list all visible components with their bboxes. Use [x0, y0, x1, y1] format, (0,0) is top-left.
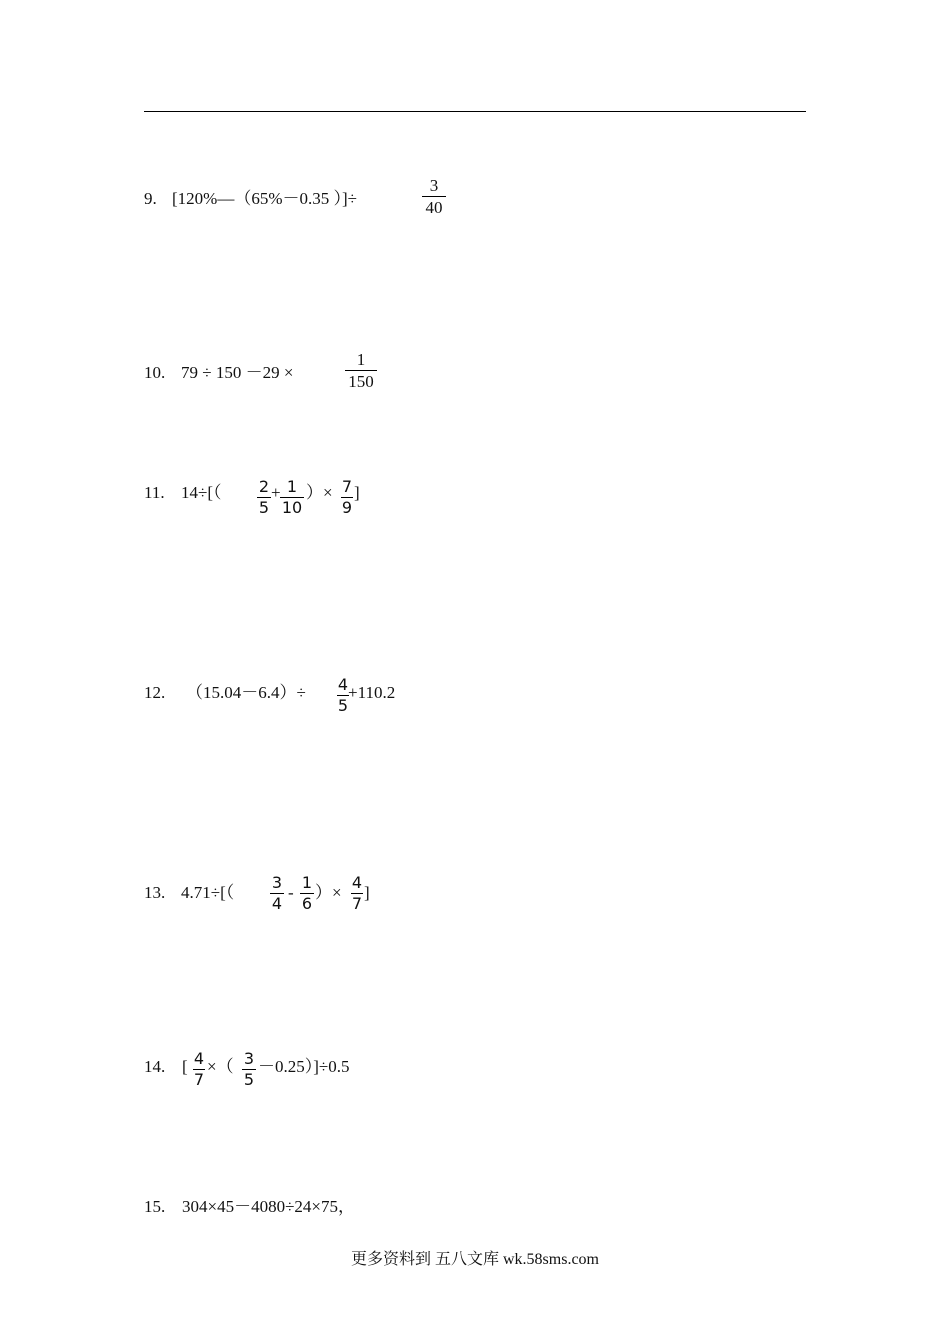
expression-text: +110.2	[348, 683, 396, 702]
problem-number: 12.	[144, 683, 166, 702]
expression-text: 79 ÷ 150 －29 ×	[181, 363, 294, 382]
fraction	[242, 1051, 256, 1088]
problem-number: 11.	[144, 483, 165, 502]
operator-text: -	[288, 883, 294, 902]
expression-text: 4.71÷[（	[181, 883, 235, 902]
expression-text: ）×	[315, 883, 342, 902]
footer-text: 更多资料到 五八文库 wk.58sms.com	[350, 1251, 599, 1268]
fraction	[345, 351, 377, 390]
denominator: 5	[243, 1070, 255, 1089]
expression-text: [	[182, 1057, 188, 1076]
numerator: 2	[258, 477, 270, 496]
fraction	[351, 875, 363, 912]
denominator: 5	[258, 498, 270, 517]
fraction-bar	[345, 370, 377, 371]
numerator: 3	[429, 176, 439, 195]
expression-text: 304×45－4080÷24×75，	[182, 1197, 356, 1216]
denominator: 5	[337, 696, 349, 715]
fraction	[280, 479, 304, 516]
numerator: 4	[193, 1049, 205, 1068]
problem-number: 15.	[144, 1197, 166, 1216]
fraction	[341, 479, 353, 516]
denominator: 4	[271, 894, 283, 913]
fraction	[257, 479, 271, 516]
problem-number: 14.	[144, 1057, 166, 1076]
numerator: 1	[286, 477, 298, 496]
expression-text: －0.25）]÷0.5	[258, 1057, 350, 1076]
expression-text: ×（	[207, 1057, 234, 1076]
numerator: 4	[337, 675, 349, 694]
problem-number: 9.	[144, 189, 157, 208]
numerator: 4	[351, 873, 363, 892]
expression-text: ]	[354, 483, 360, 502]
numerator: 3	[271, 873, 283, 892]
fraction-bar	[422, 196, 446, 197]
expression-text: ）×	[306, 483, 333, 502]
expression-text: ]	[364, 883, 370, 902]
numerator: 1	[356, 350, 366, 369]
fraction	[193, 1051, 205, 1088]
fraction	[300, 875, 314, 912]
numerator: 3	[243, 1049, 255, 1068]
expression-text: （15.04－6.4）÷	[186, 683, 306, 702]
denominator: 7	[193, 1070, 205, 1089]
numerator: 7	[341, 477, 353, 496]
denominator: 9	[341, 498, 353, 517]
expression-text: [120%—（65%－0.35 ）]÷	[172, 189, 357, 208]
numerator: 1	[301, 873, 313, 892]
problem-number: 13.	[144, 883, 166, 902]
denominator: 7	[351, 894, 363, 913]
problem-number: 10.	[144, 363, 166, 382]
denominator: 40	[425, 198, 443, 217]
expression-text: 14÷[（	[181, 483, 222, 502]
fraction	[422, 177, 446, 216]
denominator: 10	[281, 498, 303, 517]
operator-text: +	[271, 483, 281, 502]
denominator: 6	[301, 894, 313, 913]
header-rule	[144, 111, 806, 112]
denominator: 150	[348, 372, 374, 391]
fraction	[270, 875, 284, 912]
